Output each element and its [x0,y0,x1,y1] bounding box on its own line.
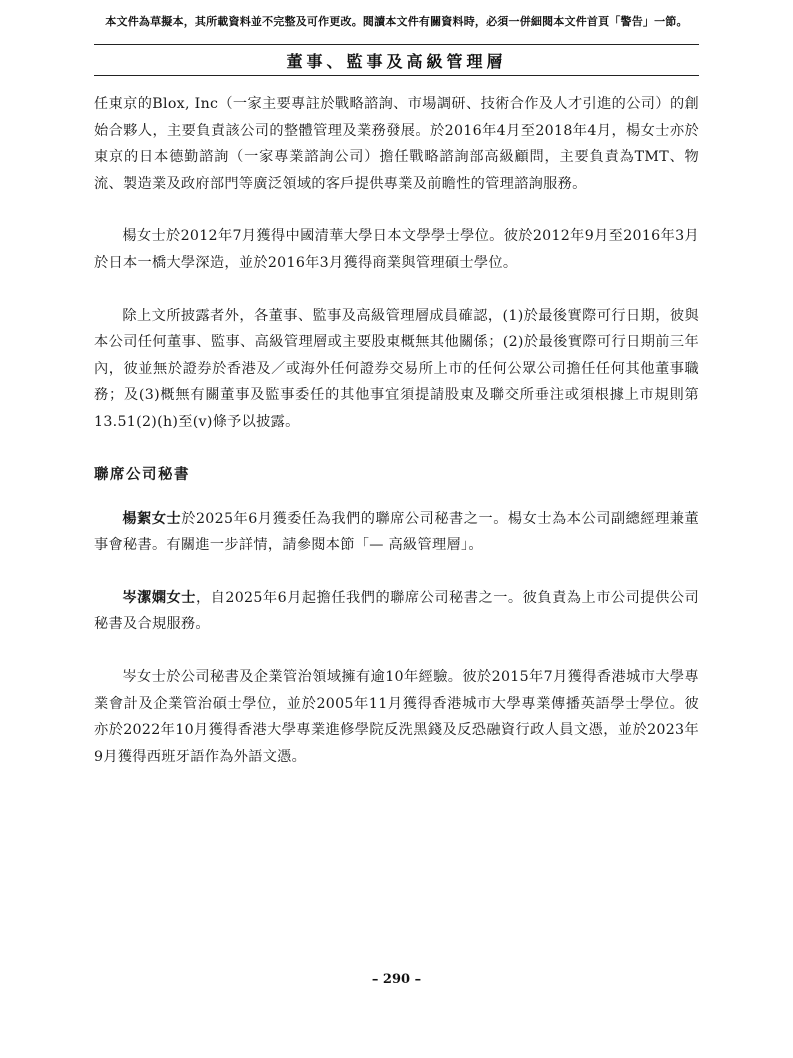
paragraph-secretary-yang [94,506,699,559]
paragraph-secretary-shum [94,585,699,638]
secretary-text-yang: 於2025年6月獲委任為我們的聯席公司秘書之一。楊女士為本公司副總經理兼董事會秘書。有關進一步詳情，請參閱本節「— 高級管理層」。 [94,510,699,554]
document-body [94,91,699,796]
paragraph-experience-shum: 岑女士於公司秘書及企業管治領域擁有逾10年經驗。彼於2015年7月獲得香港城市大學專業會計及企業管治碩士學位，並於2005年11月獲得香港城市大學專業傳播英語學士學位。彼亦於2022年10月獲得香港大學專業進修學院反洗黑錢及反恐融資行政人員文憑，並於2023年9月獲得西班牙語作為外語文憑。 [94,668,699,765]
secretary-text-shum: ，自2025年6月起擔任我們的聯席公司秘書之一。彼負責為上市公司提供公司秘書及合規服務。 [94,589,699,633]
page-number: – 290 – [371,972,422,987]
secretary-name-yang: 楊絮女士 [122,510,182,527]
header-rule-top [94,44,699,45]
section-title: 董事、監事及高級管理層 [286,52,507,71]
header-rule-bottom [94,75,699,76]
secretary-name-shum: 岑潔嫻女士 [122,589,196,606]
heading-joint-company-secretaries: 聯席公司秘書 [94,465,190,483]
paragraph-blox-experience: 任東京的Blox, Inc（一家主要專註於戰略諮詢、市場調研、技術合作及人才引進的公司）的創始合夥人，主要負責該公司的整體管理及業務發展。於2016年4月至2018年4月，楊女士亦於東京的日本德勤諮詢（一家專業諮詢公司）擔任戰略諮詢部高級顧問，主要負責為TMT、物流、製造業及政府部門等廣泛領域的客戶提供專業及前瞻性的管理諮詢服務。 [94,96,699,192]
draft-disclaimer: 本文件為草擬本，其所載資料並不完整及可作更改。閱讀本文件有關資料時，必須一併細閱本文件首頁「警告」一節。 [105,15,688,28]
paragraph-education-yang: 楊女士於2012年7月獲得中國清華大學日本文學學士學位。彼於2012年9月至2016年3月於日本一橋大學深造，並於2016年3月獲得商業與管理碩士學位。 [94,228,699,271]
paragraph-disclosure: 除上文所披露者外，各董事、監事及高級管理層成員確認，(1)於最後實際可行日期，彼與本公司任何董事、監事、高級管理層或主要股東概無其他關係；(2)於最後實際可行日期前三年內，彼並無於證券於香港及／或海外任何證券交易所上市的任何公眾公司擔任任何其他董事職務；及(3)概無有關董事及監事委任的其他事宜須提請股東及聯交所垂注或須根據上市規則第13.51(2)(h)至(v)條予以披露。 [94,307,699,430]
